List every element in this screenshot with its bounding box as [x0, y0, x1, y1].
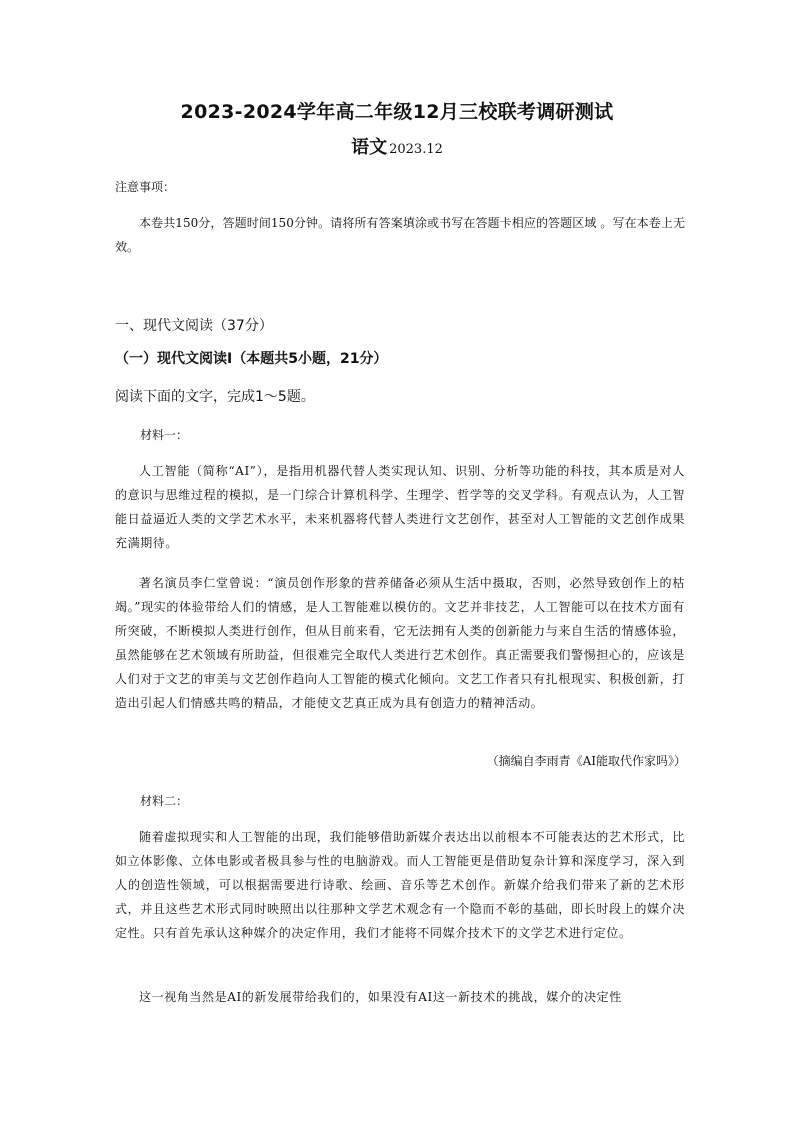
material-two-label: 材料二：: [140, 794, 189, 808]
notice-body: 本卷共150分，答题时间150分钟。请将所有答案填涂或书写在答题卡相应的答题区域 。写在本卷上无效。: [115, 216, 685, 254]
exam-date: 2023.12: [389, 142, 443, 157]
exam-title: 2023-2024学年高二年级12月三校联考调研测试: [180, 101, 614, 123]
section-heading: 一、现代文阅读（37分）: [115, 318, 273, 334]
sub-section-heading: （一）现代文阅读Ⅰ（本题共5小题，21分）: [115, 351, 388, 367]
material-one-paragraph-2: 著名演员李仁堂曾说：“演员创作形象的营养储备必须从生活中摄取，否则，必然导致创作上的枯竭。”现实的体验带给人们的情感，是人工智能难以模仿的。文艺并非技艺，人工智能可以在技术方面有所突破，不断模拟人类进行创作，但从目前来看，它无法拥有人类的创新能力与来自生活的情感体验，虽然能够在艺术领域有所助益，但很难完全取代人类进行艺术创作。真正需要我们警惕担心的，应该是人们对于文艺的审美与文艺创作趋向人工智能的模式化倾向。文艺工作者只有扎根现实、积极创新，打造出引起人们情感共鸣的精品，才能使文艺真正成为具有创造力的精神活动。: [115, 576, 685, 710]
reading-instruction: 阅读下面的文字，完成1～5题。: [115, 389, 315, 405]
material-two-paragraph-1: 随着虚拟现实和人工智能的出现，我们能够借助新媒介表达出以前根本不可能表达的艺术形式，比如立体影像、立体电影或者极具参与性的电脑游戏。而人工智能更是借助复杂计算和深度学习，深入到人的创造性领域，可以根据需要进行诗歌、绘画、音乐等艺术创作。新媒介给我们带来了新的艺术形式，并且这些艺术形式同时映照出以往那种文学艺术观念有一个隐而不彰的基础，即长时段上的媒介决定性。只有首先承认这种媒介的决定作用，我们才能将不同媒介技术下的文学艺术进行定位。: [115, 830, 685, 940]
material-one-label: 材料一：: [140, 428, 189, 442]
exam-subtitle: [0, 133, 794, 159]
material-two-paragraph-2: 这一视角当然是AI的新发展带给我们的，如果没有AI这一新技术的挑战，媒介的决定性: [139, 990, 622, 1004]
material-one-source: （摘编自李雨青《AI能取代作家吗》）: [486, 754, 686, 768]
material-one-paragraph-1: 人工智能（简称“AI”），是指用机器代替人类实现认知、识别、分析等功能的科技，其本质是对人的意识与思维过程的模拟，是一门综合计算机科学、生理学、哲学等的交叉学科。有观点认为，人工智能日益逼近人类的文学艺术水平，未来机器将代替人类进行文艺创作，甚至对人工智能的文艺创作成果充满期待。: [115, 464, 685, 550]
subject-label: 语文: [351, 137, 388, 158]
notice-label: 注意事项：: [115, 180, 176, 194]
